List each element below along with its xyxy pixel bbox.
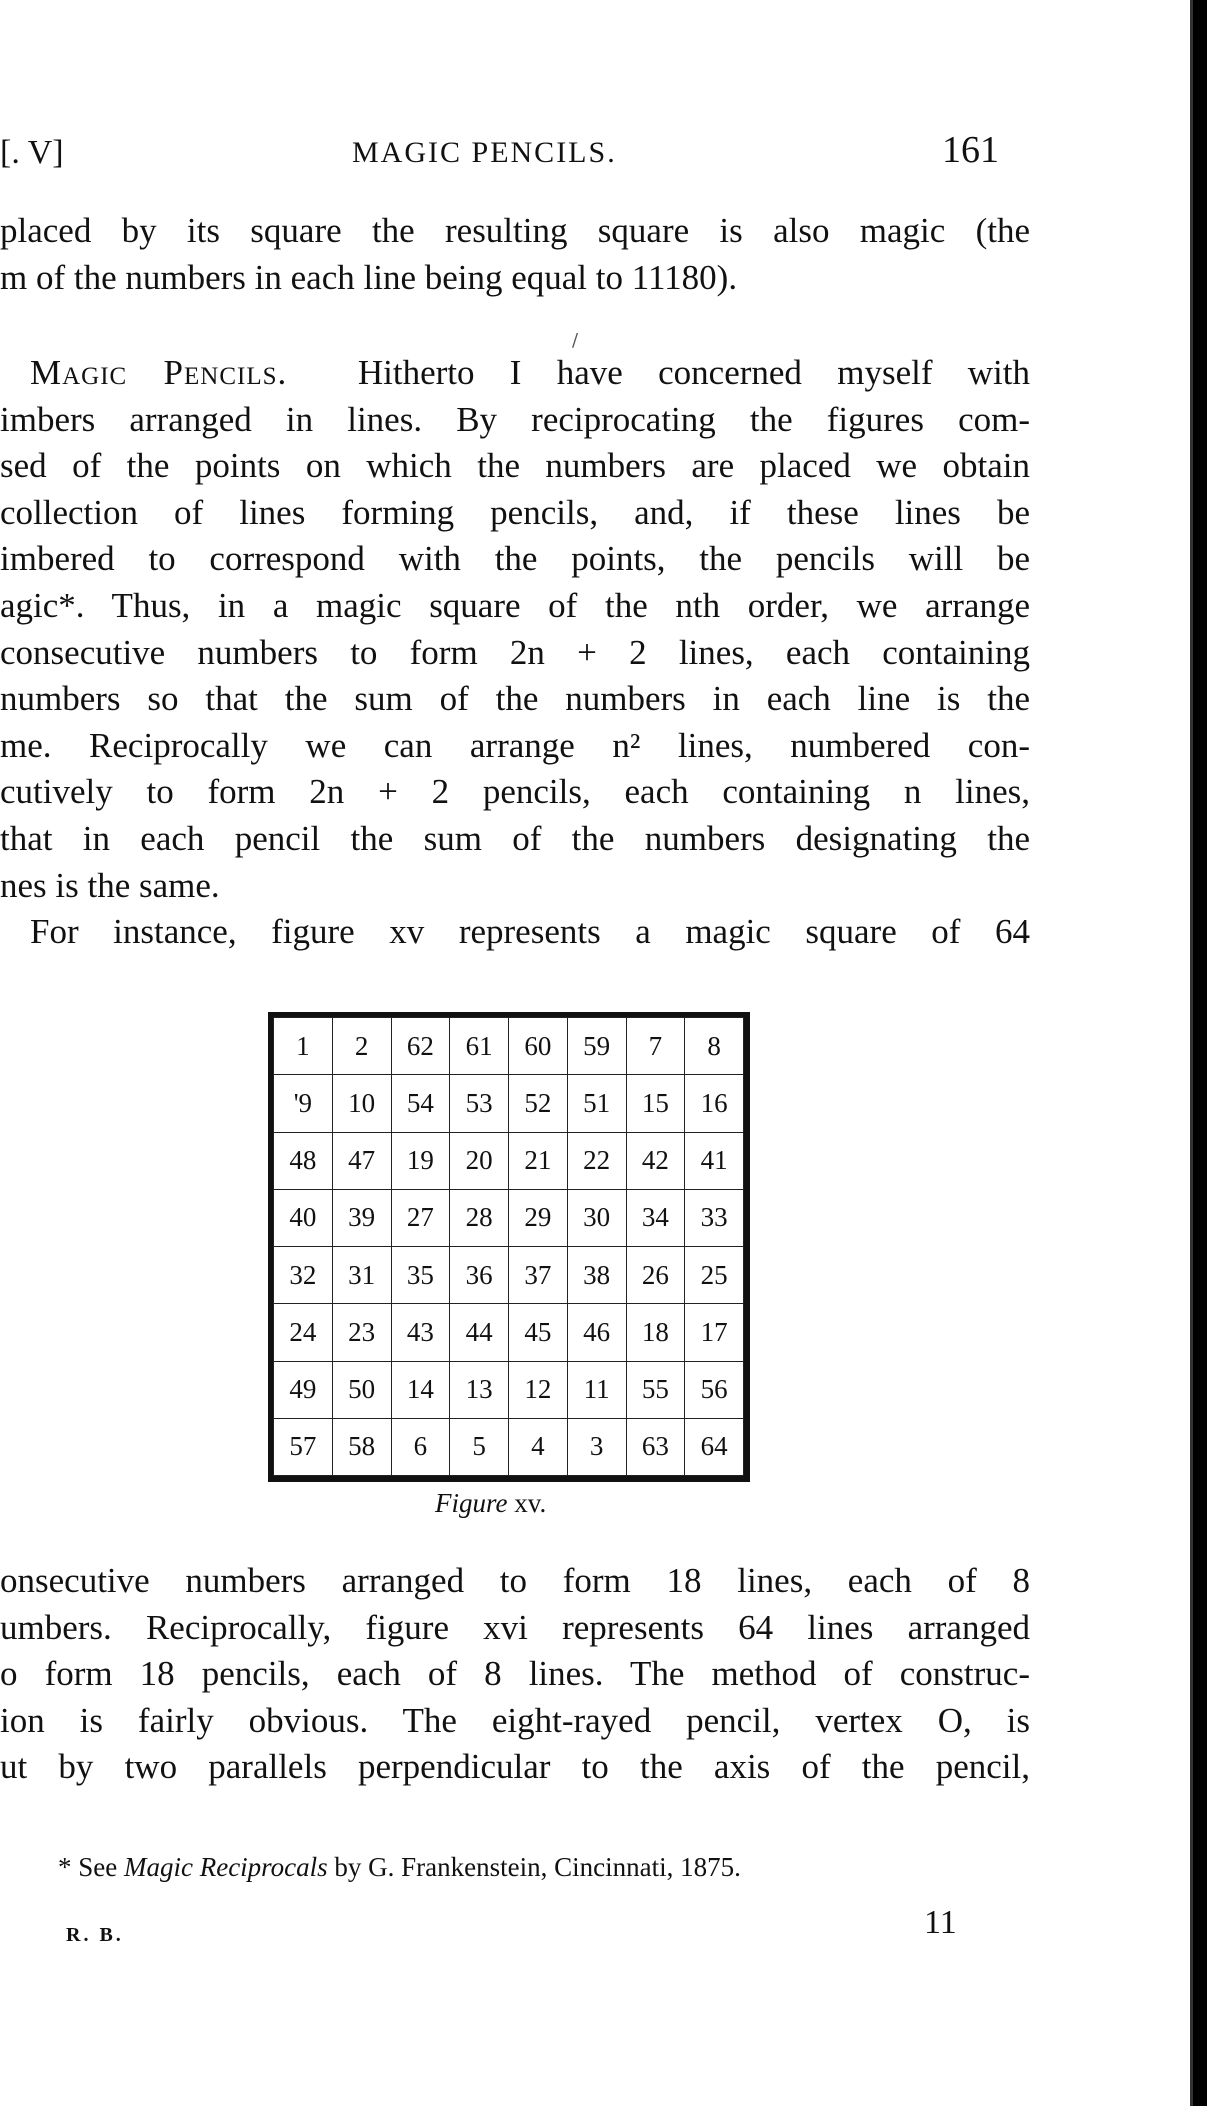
magic-square-cell: 42 (626, 1132, 685, 1189)
text-line: me. Reciprocally we can arrange n² lines, numbered con- (0, 725, 1030, 765)
text-line: onsecutive numbers arranged to form 18 lines, each of 8 (0, 1561, 1030, 1600)
magic-square-cell: 27 (391, 1189, 450, 1246)
text-line: ion is fairly obvious. The eight-rayed pencil, vertex O, is (0, 1700, 1030, 1740)
text-line: umbers. Reciprocally, figure xvi represents 64 lines arranged (0, 1607, 1030, 1647)
magic-square-row (274, 1247, 744, 1304)
magic-square-cell: 52 (509, 1075, 568, 1132)
magic-square-cell: 44 (450, 1304, 509, 1361)
magic-square-cell: 41 (685, 1132, 744, 1189)
magic-square-cell: 57 (274, 1418, 333, 1475)
text-line: nes is the same. (0, 865, 220, 905)
magic-square-cell: 10 (332, 1075, 391, 1132)
magic-square-cell: 63 (626, 1418, 685, 1475)
text-line: o form 18 pencils, each of 8 lines. The method of construc- (0, 1654, 1030, 1694)
magic-square-cell: 39 (332, 1189, 391, 1246)
magic-square-cell: 59 (567, 1018, 626, 1075)
magic-square-table (273, 1017, 744, 1476)
magic-square-cell: 19 (391, 1132, 450, 1189)
text-line (0, 350, 1030, 397)
text-line: For instance, figure xv represents a magic square of 64 (30, 912, 1030, 952)
magic-square-cell: 8 (685, 1018, 744, 1075)
magic-square-cell: 17 (685, 1304, 744, 1361)
text-line: ut by two parallels perpendicular to the axis of the pencil, (0, 1747, 1030, 1787)
magic-square-cell: 6 (391, 1418, 450, 1475)
magic-square-cell: 47 (332, 1132, 391, 1189)
caption-word: Figure (435, 1488, 508, 1518)
magic-square-cell: 48 (274, 1132, 333, 1189)
magic-square-cell: 25 (685, 1247, 744, 1304)
magic-square-cell: 1 (274, 1018, 333, 1075)
magic-square-cell: 55 (626, 1361, 685, 1418)
text-line: agic*. Thus, in a magic square of the nth order, we arrange (0, 585, 1030, 625)
page-edge-shadow (1191, 0, 1207, 2106)
magic-square-cell: 12 (509, 1361, 568, 1418)
footnote-see: See (78, 1852, 118, 1882)
magic-square-cell: 34 (626, 1189, 685, 1246)
magic-square-cell: '9 (274, 1075, 333, 1132)
magic-square-cell: 7 (626, 1018, 685, 1075)
magic-square-cell: 11 (567, 1361, 626, 1418)
magic-square-cell: 62 (391, 1018, 450, 1075)
magic-square-cell: 60 (509, 1018, 568, 1075)
magic-square-cell: 3 (567, 1418, 626, 1475)
footnote-marker: * (58, 1852, 72, 1882)
text-line: consecutive numbers to form 2n + 2 lines, each containing (0, 632, 1030, 672)
magic-square-cell: 51 (567, 1075, 626, 1132)
magic-square-row (274, 1075, 744, 1132)
magic-square-cell: 20 (450, 1132, 509, 1189)
magic-square-cell: 32 (274, 1247, 333, 1304)
magic-square-cell: 54 (391, 1075, 450, 1132)
magic-square-row (274, 1018, 744, 1075)
magic-square-row (274, 1304, 744, 1361)
magic-square-cell: 26 (626, 1247, 685, 1304)
footnote-rest: by G. Frankenstein, Cincinnati, 1875. (334, 1852, 741, 1882)
paragraph-1 (0, 208, 1030, 301)
magic-square-row (274, 1132, 744, 1189)
chapter-fragment: [. V] (0, 134, 64, 171)
magic-square-cell: 64 (685, 1418, 744, 1475)
magic-square-cell: 23 (332, 1304, 391, 1361)
magic-square-cell: 36 (450, 1247, 509, 1304)
magic-square-cell: 40 (274, 1189, 333, 1246)
text-line: imbered to correspond with the points, the pencils will be (0, 539, 1030, 579)
magic-square-row (274, 1361, 744, 1418)
magic-square-cell: 18 (626, 1304, 685, 1361)
footnote (58, 1852, 741, 1883)
magic-square-cell: 53 (450, 1075, 509, 1132)
magic-square-cell: 13 (450, 1361, 509, 1418)
section-heading: Magic Pencils. (30, 353, 288, 392)
magic-square-cell: 49 (274, 1361, 333, 1418)
running-title: MAGIC PENCILS. (352, 136, 617, 169)
magic-square-cell: 14 (391, 1361, 450, 1418)
magic-square-cell: 43 (391, 1304, 450, 1361)
signature-mark: R. B. (66, 1924, 124, 1946)
caption-numeral: xv. (514, 1488, 547, 1518)
magic-square-cell: 16 (685, 1075, 744, 1132)
magic-square-figure (268, 1012, 750, 1482)
text-line: numbers so that the sum of the numbers in each line is the (0, 679, 1030, 719)
figure-caption (435, 1488, 546, 1519)
magic-square-cell: 50 (332, 1361, 391, 1418)
footnote-work-title: Magic Reciprocals (123, 1852, 328, 1882)
text-line: imbers arranged in lines. By reciprocating the figures com- (0, 399, 1030, 439)
magic-square-cell: 5 (450, 1418, 509, 1475)
magic-square-cell: 58 (332, 1418, 391, 1475)
text-line: m of the numbers in each line being equal to 11180). (0, 257, 738, 297)
magic-square-cell: 61 (450, 1018, 509, 1075)
magic-square-cell: 22 (567, 1132, 626, 1189)
magic-square-cell: 15 (626, 1075, 685, 1132)
magic-square-cell: 2 (332, 1018, 391, 1075)
magic-square-row (274, 1418, 744, 1475)
page-number: 161 (942, 129, 999, 171)
magic-square-cell: 24 (274, 1304, 333, 1361)
magic-square-cell: 31 (332, 1247, 391, 1304)
heading-continuation: Hitherto I have concerned myself with (357, 353, 1030, 392)
magic-square-cell: 21 (509, 1132, 568, 1189)
magic-square-cell: 38 (567, 1247, 626, 1304)
running-header (0, 128, 1040, 178)
magic-square-cell: 45 (509, 1304, 568, 1361)
magic-square-cell: 35 (391, 1247, 450, 1304)
text-line: placed by its square the resulting square is also magic (the (0, 211, 1030, 250)
magic-square-row (274, 1189, 744, 1246)
magic-square-cell: 37 (509, 1247, 568, 1304)
text-line: that in each pencil the sum of the numbers designating the (0, 818, 1030, 858)
page-edge-line (1190, 0, 1193, 2106)
magic-square-cell: 4 (509, 1418, 568, 1475)
sheet-number: 11 (924, 1904, 957, 1941)
paragraph-3-continued (0, 1558, 1030, 1791)
magic-square-cell: 46 (567, 1304, 626, 1361)
text-line: collection of lines forming pencils, and, if these lines be (0, 492, 1030, 532)
magic-square-cell: 29 (509, 1189, 568, 1246)
text-line: sed of the points on which the numbers are placed we obtain (0, 446, 1030, 486)
paragraph-2 (0, 350, 1030, 956)
magic-square-cell: 56 (685, 1361, 744, 1418)
magic-square-cell: 28 (450, 1189, 509, 1246)
magic-square-cell: 30 (567, 1189, 626, 1246)
stray-mark: / (572, 330, 579, 351)
magic-square-cell: 33 (685, 1189, 744, 1246)
text-line: cutively to form 2n + 2 pencils, each containing n lines, (0, 772, 1030, 812)
